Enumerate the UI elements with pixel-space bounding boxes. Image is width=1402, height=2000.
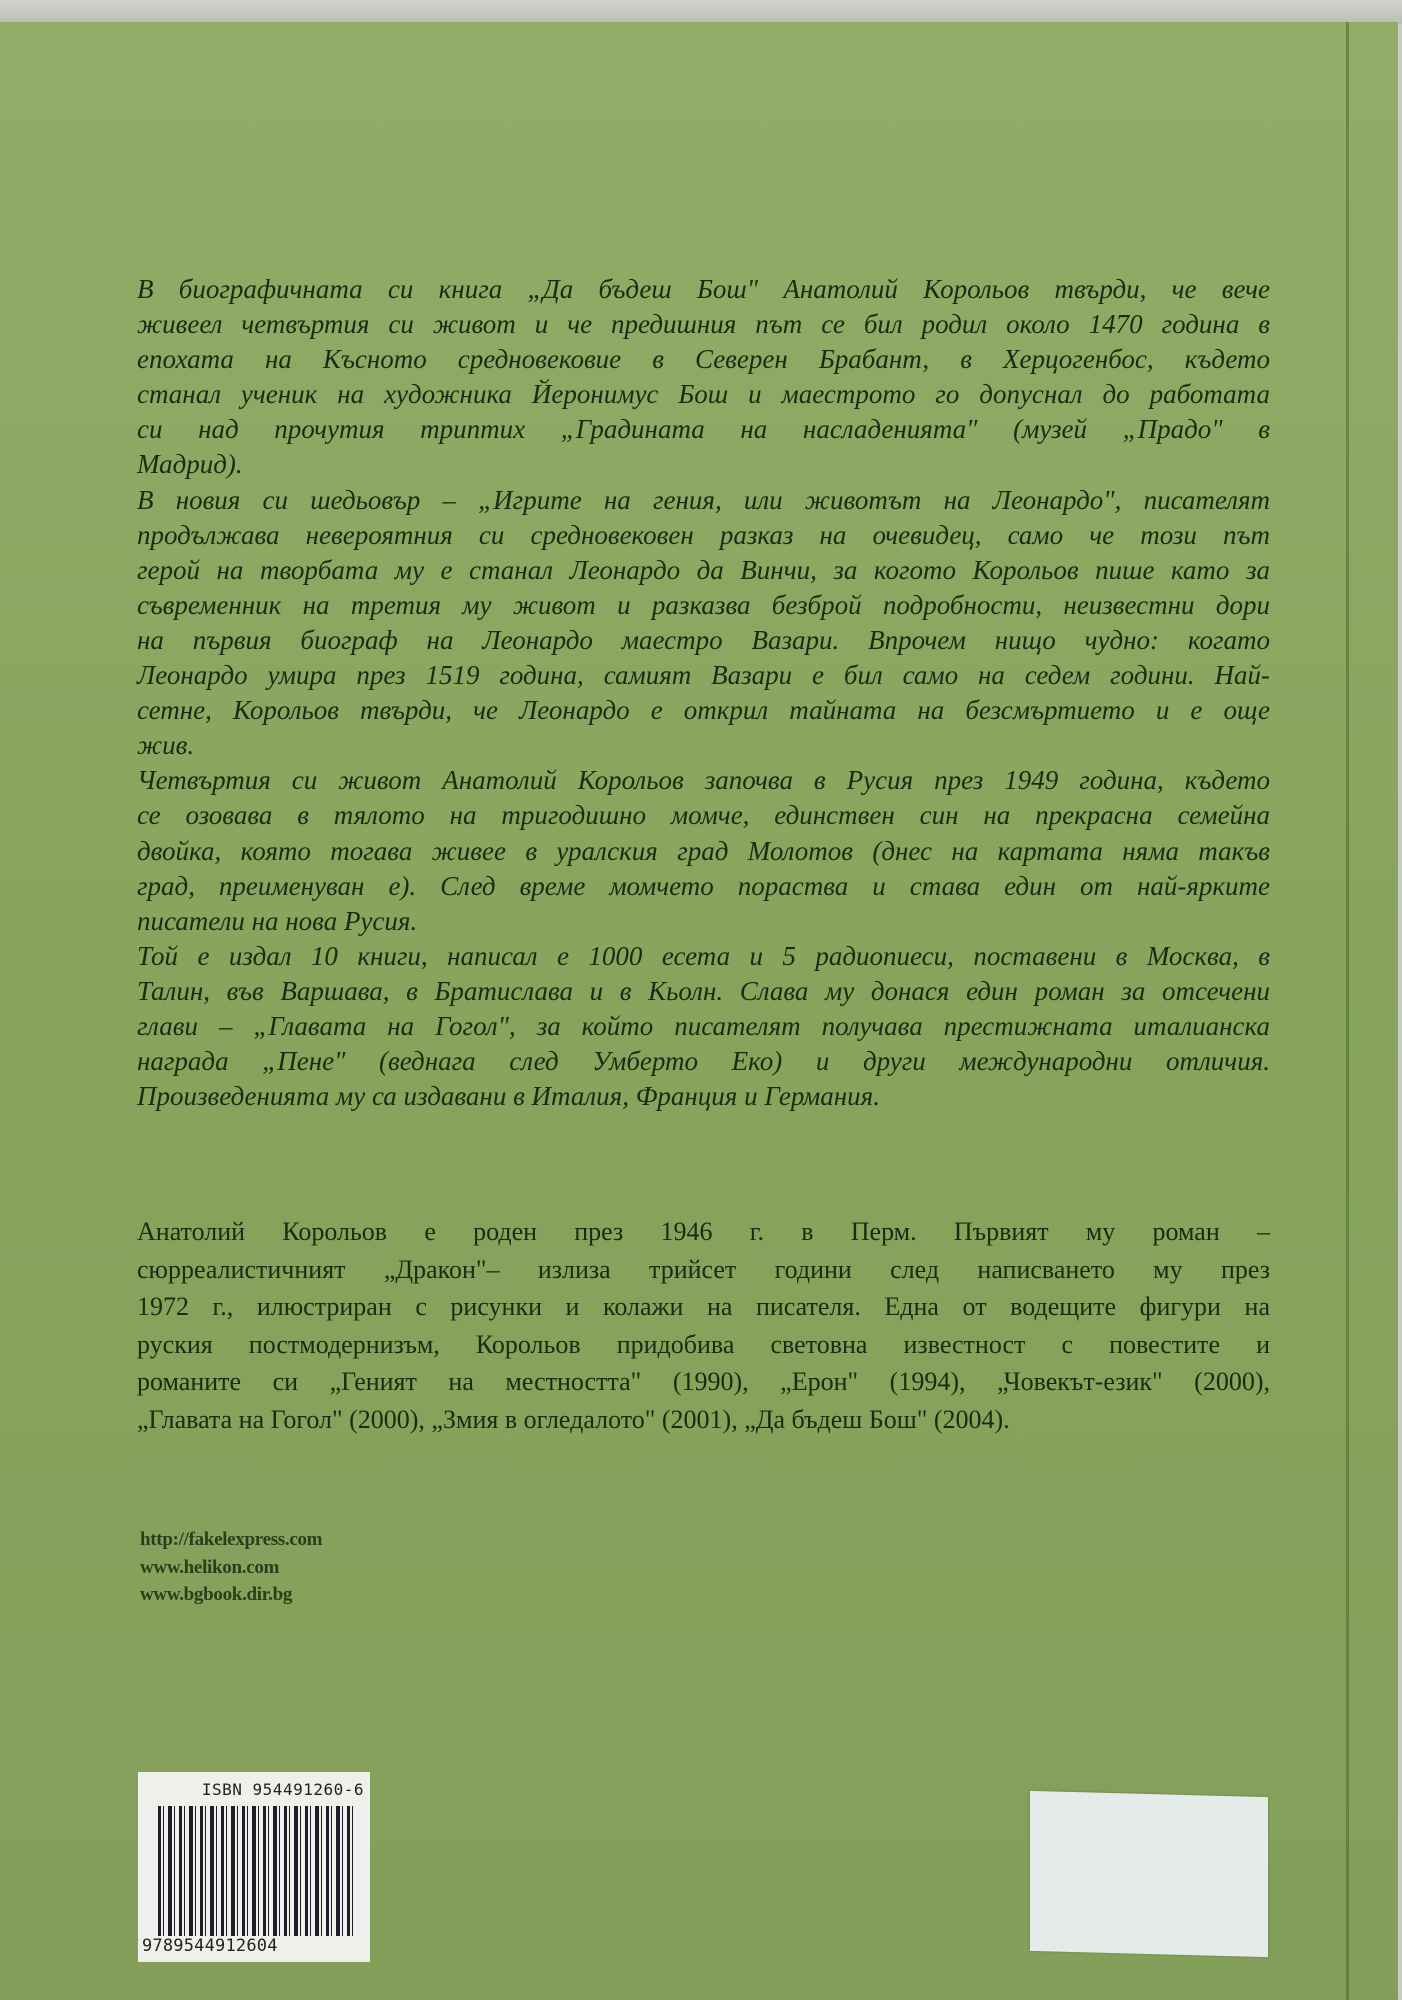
bio-line: Анатолий Корольов е роден през 1946 г. в Перм. Първият му роман – xyxy=(137,1217,1270,1246)
text-line: град, преименуван е). След време момчето пораства и става един от най-ярките xyxy=(137,870,1270,901)
text-line: се озовава в тялото на тригодишно момче, единствен син на прекрасна семейна xyxy=(137,800,1270,831)
text-line: епохата на Късното средновековие в Северен Брабант, в Херцогенбос, където xyxy=(137,344,1270,375)
description-paragraph xyxy=(137,272,1270,483)
text-line: награда „Пене" (веднага след Умберто Еко) и други международни отличия. xyxy=(137,1046,1270,1077)
text-line: Леонардо умира през 1519 година, самият Вазари е бил само на седем години. Най- xyxy=(137,660,1270,691)
blank-price-sticker xyxy=(1030,1791,1268,1957)
text-line: Талин, във Варшава, в Братислава и в Кьолн. Слава му донася един роман за отсечени xyxy=(137,975,1270,1006)
text-line: съвременник на третия му живот и разказва безброй подробности, неизвестни дори xyxy=(137,589,1270,620)
text-line: Мадрид). xyxy=(137,449,243,480)
publisher-url: www.helikon.com xyxy=(140,1556,280,1578)
isbn-barcode xyxy=(138,1772,370,1962)
isbn-text: ISBN 954491260-6 xyxy=(201,1780,364,1799)
text-line: двойка, която тогава живее в уралския град Молотов (днес на картата няма такъв xyxy=(137,835,1270,866)
publisher-urls xyxy=(140,1526,322,1609)
description-paragraph xyxy=(137,483,1270,764)
ean-number: 9789544912604 xyxy=(142,1936,278,1956)
text-line: си над прочутия триптих „Градината на насладенията" (музей „Прадо" в xyxy=(137,414,1270,445)
text-line: глави – „Главата на Гогол", за който писателят получава престижната италианска xyxy=(137,1010,1270,1041)
barcode-bars xyxy=(158,1806,354,1936)
text-line: продължава невероятния си средновековен разказ на очевидец, само че този път xyxy=(137,519,1270,550)
bio-line: сюрреалистичният „Дракон"– излиза трийсет години след написването му през xyxy=(137,1254,1270,1284)
text-line: на първия биограф на Леонардо маестро Вазари. Впрочем нищо чудно: когато xyxy=(137,624,1270,655)
text-line: Четвъртия си живот Анатолий Корольов започва в Русия през 1949 година, където xyxy=(137,765,1270,796)
description-paragraph xyxy=(137,939,1270,1114)
cover-top-edge xyxy=(0,0,1402,24)
bio-line: руския постмодернизъм, Корольов придобива световна известност с повестите и xyxy=(137,1329,1270,1359)
text-line: Произведенията му са издавани в Италия, Франция и Германия. xyxy=(137,1081,880,1112)
text-line: В новия си шедьовър – „Игрите на гения, или животът на Леонардо", писателят xyxy=(137,484,1270,515)
book-description xyxy=(137,272,1270,1114)
cover-fold-line xyxy=(1346,22,1349,2000)
text-line: писатели на нова Русия. xyxy=(137,905,418,936)
text-line: живеел четвъртия си живот и че предишния път се бил родил около 1470 година в xyxy=(137,309,1270,340)
text-line: жив. xyxy=(137,730,195,761)
text-line: станал ученик на художника Йеронимус Бош и маестрото го допуснал до работата xyxy=(137,379,1270,410)
text-line: Той е издал 10 книги, написал е 1000 есета и 5 радиопиеси, поставени в Москва, в xyxy=(137,940,1270,971)
text-line: герой на творбата му е станал Леонардо да Винчи, за когото Корольов пише като за xyxy=(137,554,1270,585)
bio-line: „Главата на Гогол" (2000), „Змия в огледалото" (2001), „Да бъдеш Бош" (2004). xyxy=(137,1404,1010,1434)
publisher-url: http://fakelexpress.com xyxy=(140,1529,323,1550)
publisher-url: www.bgbook.dir.bg xyxy=(140,1584,293,1605)
text-line: сетне, Корольов твърди, че Леонардо е открил тайната на безсмъртието и е още xyxy=(137,695,1270,726)
author-bio xyxy=(137,1213,1270,1439)
text-line: В биографичната си книга „Да бъдеш Бош" Анатолий Корольов твърди, че вече xyxy=(137,274,1270,304)
bio-line: романите си „Геният на местността" (1990), „Ерон" (1994), „Човекът-език" (2000), xyxy=(137,1367,1270,1397)
description-paragraph xyxy=(137,763,1270,938)
bio-line: 1972 г., илюстриран с рисунки и колажи на писателя. Една от водещите фигури на xyxy=(137,1292,1270,1322)
